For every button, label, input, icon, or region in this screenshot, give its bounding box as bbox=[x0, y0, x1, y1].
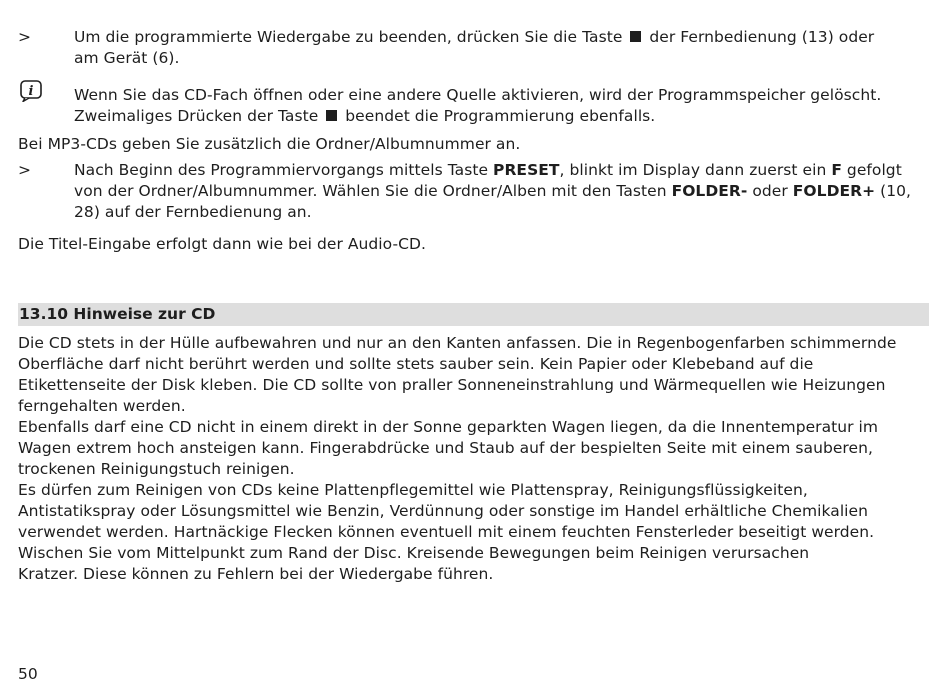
body-text-line: Es dürfen zum Reinigen von CDs keine Plattenpflegemittel wie Plattenspray, Reinigungsflüssigkeiten, bbox=[18, 481, 808, 499]
body-text-line: Antistatikspray oder Lösungsmittel wie Benzin, Verdünnung oder sonstige im Handel erhältliche Chemikalien bbox=[18, 502, 868, 520]
section-title: 13.10 Hinweise zur CD bbox=[19, 305, 216, 323]
step-text-line: Nach Beginn des Programmiervorgangs mittels Taste PRESET, blinkt im Display dann zuerst ein F gefolgt bbox=[74, 161, 902, 179]
stop-square-icon bbox=[326, 110, 337, 121]
body-text-line: Ebenfalls darf eine CD nicht in einem direkt in der Sonne geparkten Wagen liegen, da die Innentemperatur im bbox=[18, 418, 879, 436]
step-text-line: am Gerät (6). bbox=[74, 49, 180, 67]
step-text-line: Um die programmierte Wiedergabe zu beenden, drücken Sie die Taste der Fernbedienung (13) oder bbox=[74, 28, 875, 46]
page-number: 50 bbox=[18, 665, 38, 683]
note-text-line: Zweimaliges Drücken der Taste beendet die Programmierung ebenfalls. bbox=[74, 107, 656, 125]
step-text-line: 28) auf der Fernbedienung an. bbox=[74, 203, 312, 221]
body-text-line: ferngehalten werden. bbox=[18, 397, 186, 415]
title-entry-text: Die Titel-Eingabe erfolgt dann wie bei der Audio-CD. bbox=[18, 235, 426, 253]
body-text-line: verwendet werden. Hartnäckige Flecken können eventuell mit einem feuchten Fensterleder beseitigt werden. bbox=[18, 523, 875, 541]
body-text-line: Die CD stets in der Hülle aufbewahren und nur an den Kanten anfassen. Die in Regenbogenfarben schimmernde bbox=[18, 334, 897, 352]
svg-text:i: i bbox=[28, 84, 34, 99]
step-text-line: von der Ordner/Albumnummer. Wählen Sie die Ordner/Alben mit den Tasten FOLDER- oder FOLDER+ (10, bbox=[74, 182, 912, 200]
body-text-line: Wischen Sie vom Mittelpunkt zum Rand der Disc. Kreisende Bewegungen beim Reinigen verursachen bbox=[18, 544, 810, 562]
step-marker: > bbox=[18, 161, 31, 179]
body-text-line: Etikettenseite der Disk kleben. Die CD sollte von praller Sonneneinstrahlung und Wärmequellen wie Heizungen bbox=[18, 376, 886, 394]
body-text-line: Oberfläche darf nicht berührt werden und sollte stets sauber sein. Kein Papier oder Klebeband auf die bbox=[18, 355, 814, 373]
step-marker: > bbox=[18, 28, 31, 46]
body-text-line: Kratzer. Diese können zu Fehlern bei der Wiedergabe führen. bbox=[18, 565, 494, 583]
stop-square-icon bbox=[630, 31, 641, 42]
mp3-intro-text: Bei MP3-CDs geben Sie zusätzlich die Ordner/Albumnummer an. bbox=[18, 135, 521, 153]
info-icon bbox=[20, 80, 42, 102]
body-text-line: Wagen extrem hoch ansteigen kann. Fingerabdrücke und Staub auf der bespielten Seite mit einem sauberen, bbox=[18, 439, 873, 457]
body-text-line: trockenen Reinigungstuch reinigen. bbox=[18, 460, 295, 478]
note-text-line: Wenn Sie das CD-Fach öffnen oder eine andere Quelle aktivieren, wird der Programmspeicher gelöscht. bbox=[74, 86, 882, 104]
